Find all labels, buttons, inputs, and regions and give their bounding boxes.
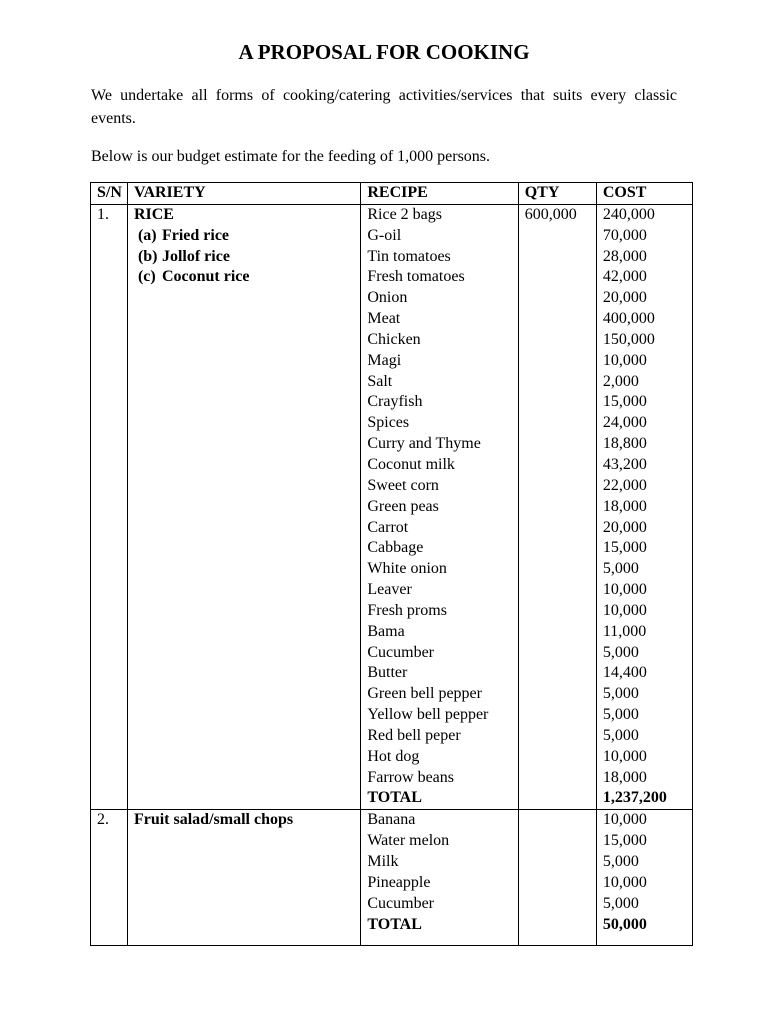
recipe-item: Butter — [367, 664, 408, 682]
cost-item: 20,000 — [602, 289, 647, 307]
sn-cell — [91, 204, 128, 809]
total-label: TOTAL — [367, 789, 422, 807]
budget-table-body — [91, 204, 693, 946]
cost-item: 11,000 — [602, 622, 647, 640]
cost-cell — [596, 810, 692, 946]
quantity — [525, 810, 596, 831]
recipe-item: Curry and Thyme — [367, 435, 481, 453]
recipe-item: Fresh tomatoes — [367, 268, 465, 286]
recipe-item: Farrow beans — [367, 768, 454, 786]
subitem-name: Coconut rice — [161, 268, 250, 286]
cost-item: 400,000 — [602, 310, 655, 328]
cost-item: 28,000 — [602, 247, 647, 265]
cost-item: 5,000 — [602, 685, 639, 703]
cost-item: 24,000 — [602, 414, 647, 432]
recipe-item: Sweet corn — [367, 476, 439, 494]
recipe-item: Green bell pepper — [367, 685, 482, 703]
cost-item: 20,000 — [602, 518, 647, 536]
cost-item: 2,000 — [602, 372, 639, 390]
cost-item: 10,000 — [602, 351, 647, 369]
row-padding — [603, 935, 692, 945]
recipe-item: Spices — [367, 414, 410, 432]
cost-cell — [596, 204, 692, 809]
budget-table — [90, 182, 693, 946]
intro-paragraph: We undertake all forms of cooking/catering activities/services that suits every classic events. — [91, 87, 677, 127]
cost-item: 10,000 — [602, 873, 647, 891]
variety-subitem — [134, 247, 360, 268]
recipe-item: Cucumber — [367, 643, 435, 661]
total-cost: 50,000 — [602, 915, 647, 933]
total-label: TOTAL — [367, 915, 422, 933]
subitem-name: Fried rice — [161, 226, 230, 244]
recipe-item: Cucumber — [367, 894, 435, 912]
recipe-item: Salt — [367, 372, 393, 390]
cost-item: 18,000 — [602, 768, 647, 786]
cost-item: 70,000 — [602, 226, 647, 244]
recipe-item: Magi — [367, 351, 402, 369]
variety-cell — [127, 204, 360, 809]
recipe-item: Milk — [367, 853, 399, 870]
cost-item: 150,000 — [602, 330, 655, 348]
recipe-item: Chicken — [367, 330, 421, 348]
table-row — [91, 810, 693, 946]
cost-item: 5,000 — [602, 560, 639, 578]
recipe-item: Pineapple — [367, 873, 431, 891]
recipe-item: Bama — [367, 622, 405, 640]
cost-item: 5,000 — [602, 894, 639, 912]
recipe-item: Meat — [367, 310, 401, 328]
variety-name: Fruit salad/small chops — [133, 811, 294, 829]
subitem-label: (c) — [137, 268, 156, 286]
recipe-item: Water melon — [367, 832, 450, 850]
variety-cell — [127, 810, 360, 946]
recipe-item: White onion — [367, 560, 447, 578]
header-cost: COST — [596, 183, 692, 205]
serial-number: 1. — [97, 205, 109, 223]
table-header-row — [91, 183, 693, 205]
cost-item: 10,000 — [602, 601, 647, 619]
sn-cell — [91, 810, 128, 946]
variety-subitem — [134, 226, 360, 247]
recipe-item: Red bell peper — [367, 726, 461, 744]
total-cost: 1,237,200 — [602, 789, 667, 807]
cost-item: 10,000 — [602, 581, 647, 599]
qty-cell — [518, 810, 596, 946]
page-title: A PROPOSAL FOR COOKING — [238, 40, 530, 64]
recipe-item: Coconut milk — [367, 455, 455, 473]
cost-item: 18,000 — [602, 497, 647, 515]
cost-item: 5,000 — [602, 853, 639, 870]
qty-cell — [518, 204, 596, 809]
recipe-cell — [361, 204, 518, 809]
recipe-item: Leaver — [367, 581, 412, 599]
recipe-item: Tin tomatoes — [367, 247, 451, 265]
recipe-item: Banana — [367, 811, 416, 829]
cost-item: 10,000 — [602, 747, 647, 765]
recipe-item: Crayfish — [367, 393, 423, 411]
recipe-item: Onion — [367, 289, 408, 307]
cost-item: 15,000 — [602, 393, 647, 411]
cost-item: 42,000 — [602, 268, 647, 286]
header-qty: QTY — [518, 183, 596, 205]
recipe-item: Carrot — [367, 518, 409, 536]
variety-name: RICE — [133, 205, 174, 223]
cost-item: 22,000 — [602, 476, 647, 494]
header-sn: S/N — [91, 183, 128, 205]
recipe-item: Fresh proms — [367, 601, 447, 619]
cost-item: 14,400 — [602, 664, 647, 682]
cost-item: 5,000 — [602, 706, 639, 724]
cost-item: 15,000 — [602, 539, 647, 557]
cost-item: 43,200 — [602, 455, 647, 473]
recipe-item: Rice 2 bags — [367, 205, 443, 223]
quantity: 600,000 — [524, 205, 577, 223]
budget-intro: Below is our budget estimate for the feeding of 1,000 persons. — [91, 148, 491, 165]
variety-subitem — [134, 267, 360, 288]
cost-item: 15,000 — [602, 832, 647, 850]
subitem-label: (b) — [137, 247, 158, 265]
serial-number: 2. — [97, 811, 109, 829]
recipe-item: G-oil — [367, 226, 402, 244]
header-recipe: RECIPE — [361, 183, 518, 205]
header-variety: VARIETY — [127, 183, 360, 205]
recipe-item: Hot dog — [367, 747, 420, 765]
cost-item: 10,000 — [602, 811, 647, 829]
table-row — [91, 204, 693, 809]
subitem-label: (a) — [137, 226, 157, 244]
cost-item: 5,000 — [602, 643, 639, 661]
subitem-name: Jollof rice — [161, 247, 230, 265]
recipe-cell — [361, 810, 518, 946]
cost-item: 5,000 — [602, 726, 639, 744]
recipe-item: Green peas — [367, 497, 439, 515]
cost-item: 18,800 — [602, 435, 647, 453]
cost-item: 240,000 — [602, 205, 655, 223]
recipe-item: Yellow bell pepper — [367, 706, 489, 724]
recipe-item: Cabbage — [367, 539, 424, 557]
